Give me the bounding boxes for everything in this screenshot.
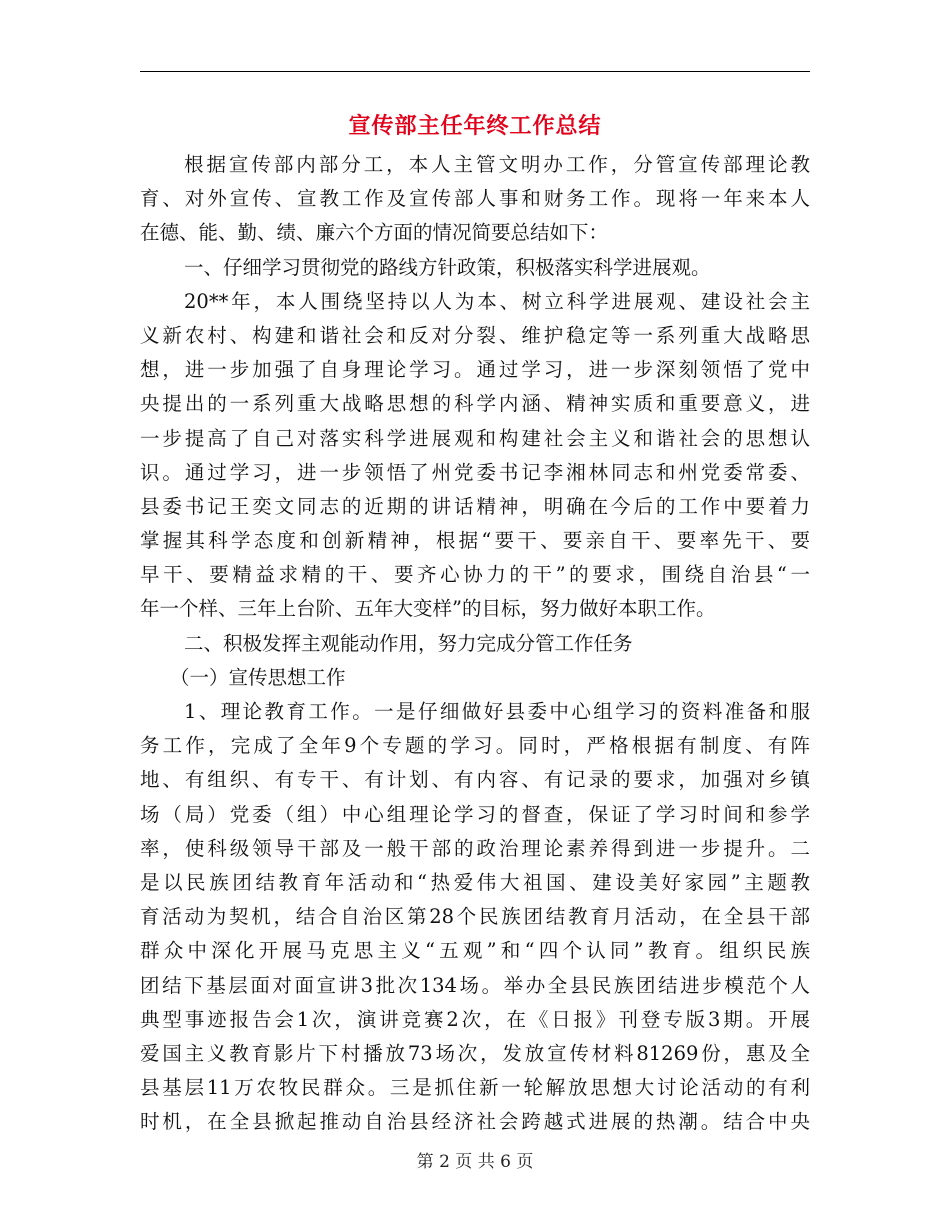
- body-line: 年一个样、三年上台阶、五年大变样”的目标，努力做好本职工作。: [140, 597, 716, 621]
- body-line: 育活动为契机，结合自治区第28个民族团结教育月活动，在全县干部: [140, 905, 810, 929]
- body-line: 根据宣传部内部分工，本人主管文明办工作，分管宣传部理论教: [184, 153, 810, 176]
- body-line: 早干、要精益求精的干、要齐心协力的干”的要求，围绕自治县“一: [140, 563, 810, 587]
- body-line: 地、有组织、有专干、有计划、有内容、有记录的要求，加强对乡镇: [140, 768, 810, 792]
- body-line: 掌握其科学态度和创新精神，根据“要干、要亲自干、要率先干、要: [140, 529, 810, 553]
- body-line: 是以民族团结教育年活动和“热爱伟大祖国、建设美好家园”主题教: [140, 870, 810, 894]
- section-heading: 二、积极发挥主观能动作用，努力完成分管工作任务: [184, 631, 633, 655]
- body-line: 识。通过学习，进一步领悟了州党委书记李湘林同志和州党委常委、: [140, 460, 810, 484]
- page-number: 第 2 页 共 6 页: [416, 1152, 534, 1172]
- body-line: 务工作，完成了全年9个专题的学习。同时，严格根据有制度、有阵: [140, 734, 810, 758]
- body-line: 团结下基层面对面宣讲3批次134场。举办全县民族团结进步模范个人: [140, 973, 810, 997]
- body-line: 在德、能、勤、绩、廉六个方面的情况简要总结如下：: [140, 221, 609, 245]
- body-line: 群众中深化开展马克思主义“五观”和“四个认同”教育。组织民族: [140, 939, 810, 963]
- body-line: 央提出的一系列重大战略思想的科学内涵、精神实质和重要意义，进: [140, 392, 810, 416]
- body-line: 时机，在全县掀起推动自治县经济社会跨越式进展的热潮。结合中央: [140, 1110, 810, 1134]
- body-line: 一步提高了自己对落实科学进展观和构建社会主义和谐社会的思想认: [140, 426, 810, 450]
- body-line: 想，进一步加强了自身理论学习。通过学习，进一步深刻领悟了党中: [140, 358, 810, 382]
- body-line: 义新农村、构建和谐社会和反对分裂、维护稳定等一系列重大战略思: [140, 323, 810, 347]
- section-heading: 一、仔细学习贯彻党的路线方针政策，积极落实科学进展观。: [184, 255, 711, 279]
- body-line: 爱国主义教育影片下村播放73场次，发放宣传材料81269份，惠及全: [140, 1041, 810, 1065]
- body-line: 1、理论教育工作。一是仔细做好县委中心组学习的资料准备和服: [184, 700, 810, 723]
- body-line: 县委书记王奕文同志的近期的讲话精神，明确在今后的工作中要着力: [140, 494, 810, 518]
- body-line: 典型事迹报告会1次，演讲竞赛2次，在《日报》刊登专版3期。开展: [140, 1007, 810, 1031]
- body-line: 育、对外宣传、宣教工作及宣传部人事和财务工作。现将一年来本人: [140, 187, 810, 211]
- body-line: 场（局）党委（组）中心组理论学习的督查，保证了学习时间和参学: [140, 802, 810, 826]
- header-rule: [140, 71, 810, 72]
- body-line: 县基层11万农牧民群众。三是抓住新一轮解放思想大讨论活动的有利: [140, 1076, 810, 1100]
- document-body: [140, 148, 810, 1139]
- subsection-heading: （一）宣传思想工作: [170, 665, 346, 689]
- body-line: 20**年，本人围绕坚持以人为本、树立科学进展观、建设社会主: [184, 289, 810, 313]
- document-title: 宣传部主任年终工作总结: [348, 113, 602, 139]
- body-line: 率，使科级领导干部及一般干部的政治理论素养得到进一步提升。二: [140, 836, 810, 860]
